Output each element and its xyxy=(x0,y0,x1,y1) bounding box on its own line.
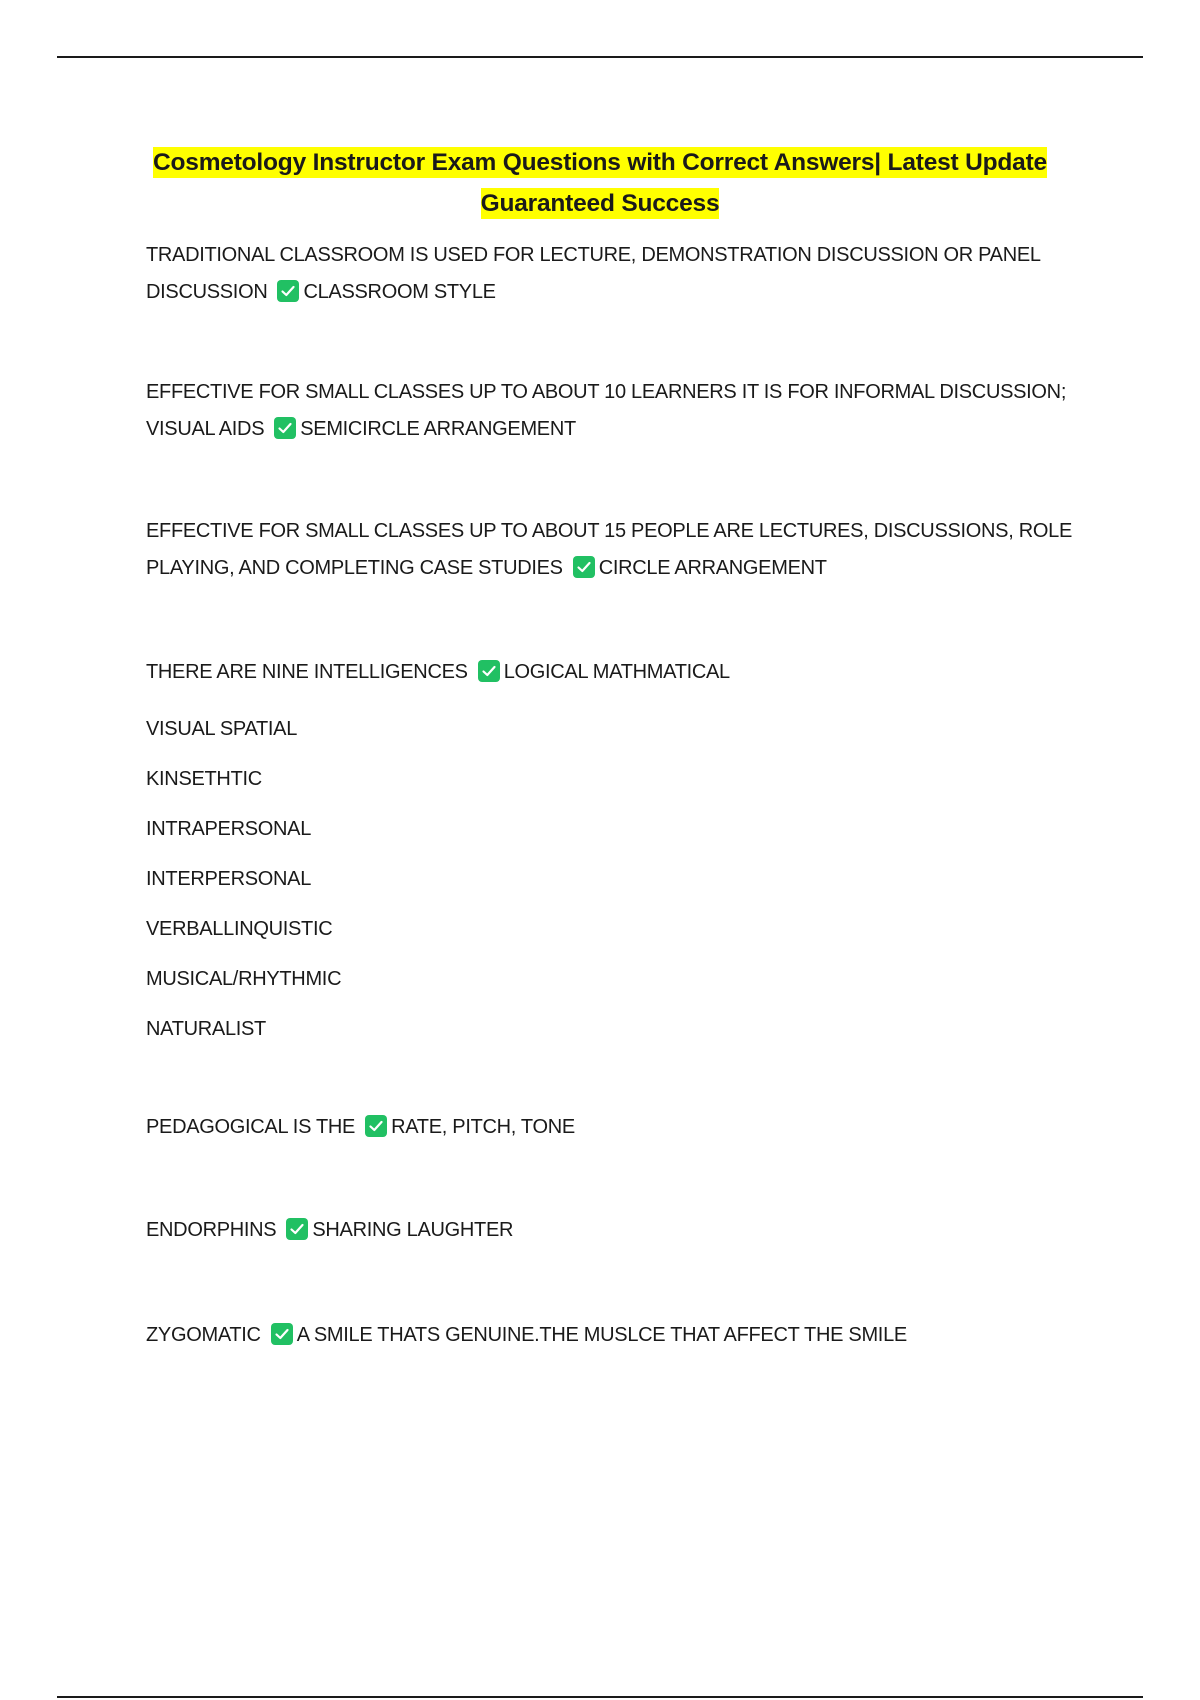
question-line: EFFECTIVE FOR SMALL CLASSES UP TO ABOUT 15 PEOPLE ARE LECTURES, DISCUSSIONS, ROLE xyxy=(146,520,1072,542)
answer-list-item: INTRAPERSONAL xyxy=(146,818,312,840)
answer-text: SHARING LAUGHTER xyxy=(312,1219,514,1241)
check-box-icon xyxy=(277,280,299,302)
title-line-1: Cosmetology Instructor Exam Questions with Correct Answers| Latest Update xyxy=(153,149,1047,176)
answer-list-item: INTERPERSONAL xyxy=(146,868,312,890)
title-line-2: Guaranteed Success xyxy=(480,190,720,217)
qa-item xyxy=(146,1109,1086,1146)
qa-item xyxy=(146,237,1086,311)
qa-item xyxy=(146,513,1086,587)
answer-list-item: NATURALIST xyxy=(146,1018,266,1040)
answer-list-item: KINSETHTIC xyxy=(146,768,262,790)
qa-item xyxy=(146,654,1086,1054)
check-box-icon xyxy=(271,1323,293,1345)
answer-list-item: MUSICAL/RHYTHMIC xyxy=(146,968,342,990)
question-line: ENDORPHINS xyxy=(146,1219,277,1241)
question-line: PLAYING, AND COMPLETING CASE STUDIES xyxy=(146,557,563,579)
answer-list-item: VERBALLINQUISTIC xyxy=(146,918,333,940)
header-rule xyxy=(57,56,1143,58)
check-box-icon xyxy=(365,1115,387,1137)
answer-text: CIRCLE ARRANGEMENT xyxy=(598,557,827,579)
check-box-icon xyxy=(478,660,500,682)
document-title xyxy=(130,142,1070,224)
answer-list xyxy=(146,704,1086,1054)
check-box-icon xyxy=(274,417,296,439)
answer-text: A SMILE THATS GENUINE.THE MUSLCE THAT AFFECT THE SMILE xyxy=(296,1324,907,1346)
answer-text: RATE, PITCH, TONE xyxy=(391,1116,575,1138)
answer-text: CLASSROOM STYLE xyxy=(303,281,496,303)
qa-item xyxy=(146,1212,1086,1249)
question-line: EFFECTIVE FOR SMALL CLASSES UP TO ABOUT 10 LEARNERS IT IS FOR INFORMAL DISCUSSION; xyxy=(146,381,1067,403)
footer-rule xyxy=(57,1696,1143,1698)
answer-text: LOGICAL MATHMATICAL xyxy=(503,661,730,683)
question-line: PEDAGOGICAL IS THE xyxy=(146,1116,356,1138)
answer-text: SEMICIRCLE ARRANGEMENT xyxy=(300,418,576,440)
question-line: THERE ARE NINE INTELLIGENCES xyxy=(146,661,468,683)
check-box-icon xyxy=(286,1218,308,1240)
question-line: ZYGOMATIC xyxy=(146,1324,261,1346)
qa-item xyxy=(146,374,1086,448)
qa-item xyxy=(146,1317,1086,1354)
question-line: DISCUSSION xyxy=(146,281,268,303)
check-box-icon xyxy=(573,556,595,578)
question-line: VISUAL AIDS xyxy=(146,418,265,440)
question-line: TRADITIONAL CLASSROOM IS USED FOR LECTURE, DEMONSTRATION DISCUSSION OR PANEL xyxy=(146,244,1041,266)
answer-list-item: VISUAL SPATIAL xyxy=(146,718,298,740)
